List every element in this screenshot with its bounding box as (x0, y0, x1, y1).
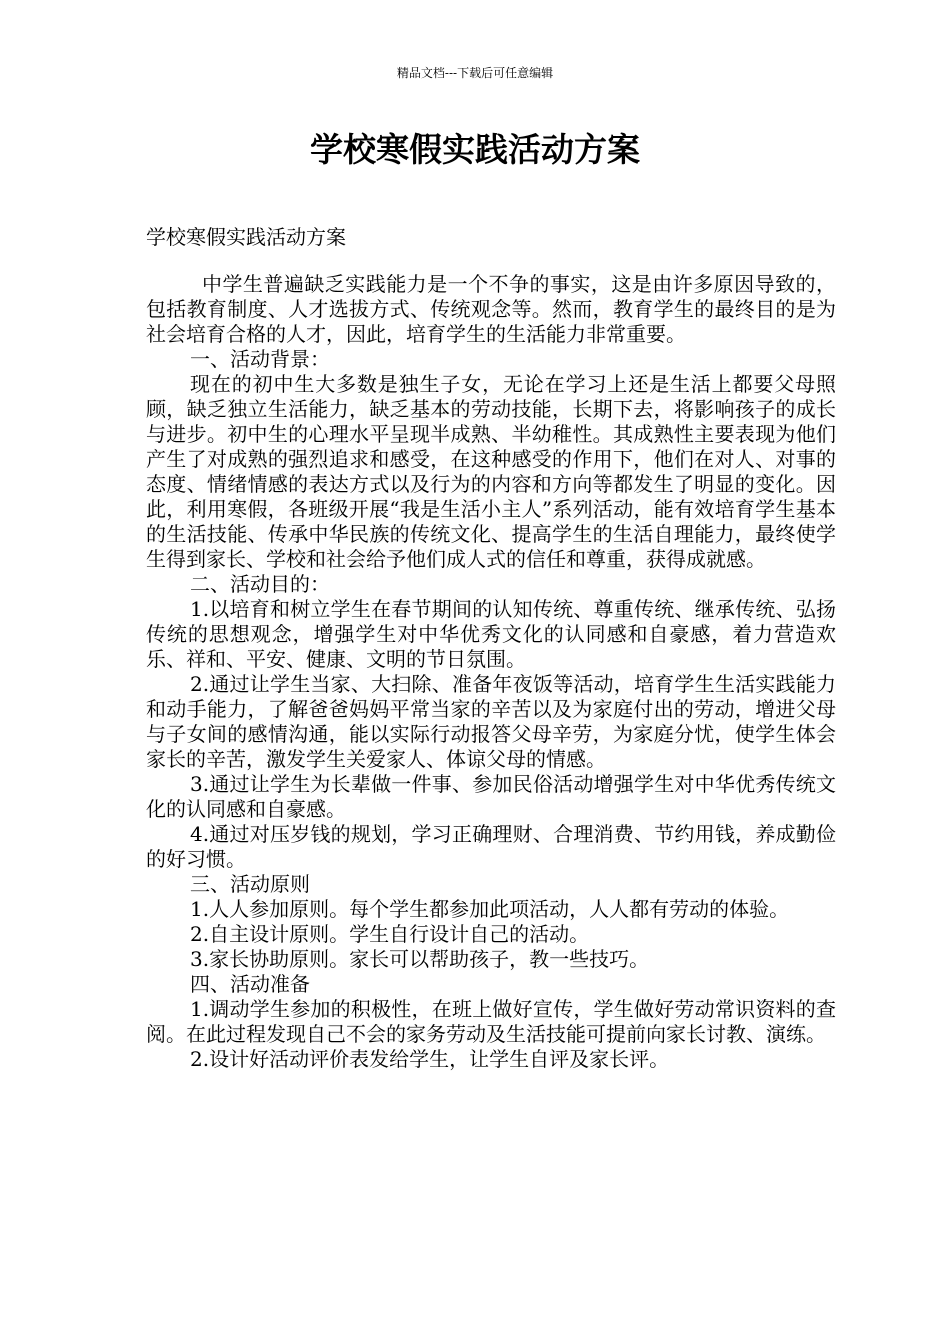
document-subtitle: 学校寒假实践活动方案 (146, 225, 346, 249)
principle-item-3: 3.家长协助原则。家长可以帮助孩子，教一些技巧。 (190, 947, 650, 971)
header-note: 精品文档---下载后可任意编辑 (396, 66, 554, 80)
document-body (146, 272, 836, 1072)
principle-item-1: 1.人人参加原则。每个学生都参加此项活动，人人都有劳动的体验。 (190, 897, 790, 921)
purpose-item-4: 4.通过对压岁钱的规划，学习正确理财、合理消费、节约用钱，养成勤俭的好习惯。 (146, 822, 836, 871)
principle-item-2: 2.自主设计原则。学生自行设计自己的活动。 (190, 922, 590, 946)
document-title: 学校寒假实践活动方案 (310, 130, 640, 169)
section-heading-preparation: 四、活动准备 (190, 972, 310, 996)
section-heading-purpose: 二、活动目的： (190, 572, 330, 596)
preparation-item-2: 2.设计好活动评价表发给学生，让学生自评及家长评。 (190, 1047, 670, 1071)
section-heading-principles: 三、活动原则 (190, 872, 310, 896)
purpose-item-3: 3.通过让学生为长辈做一件事、参加民俗活动增强学生对中华优秀传统文化的认同感和自豪感。 (146, 772, 836, 821)
background-paragraph: 现在的初中生大多数是独生子女，无论在学习上还是生活上都要父母照顾，缺乏独立生活能力，缺乏基本的劳动技能，长期下去，将影响孩子的成长与进步。初中生的心理水平呈现半成熟、半幼稚性。其成熟性主要表现为他们产生了对成熟的强烈追求和感受，在这种感受的作用下，他们在对人、对事的态度、情绪情感的表达方式以及行为的内容和方向等都发生了明显的变化。因此，利用寒假，各班级开展“我是生活小主人”系列活动，能有效培育学生基本的生活技能、传承中华民族的传统文化、提高学生的生活自理能力，最终使学生得到家长、学校和社会给予他们成人式的信任和尊重，获得成就感。 (146, 372, 836, 571)
purpose-item-1: 1.以培育和树立学生在春节期间的认知传统、尊重传统、继承传统、弘扬传统的思想观念，增强学生对中华优秀文化的认同感和自豪感，着力营造欢乐、祥和、平安、健康、文明的节日氛围。 (146, 597, 836, 671)
purpose-item-2: 2.通过让学生当家、大扫除、准备年夜饭等活动，培育学生生活实践能力和动手能力，了解爸爸妈妈平常当家的辛苦以及为家庭付出的劳动，增进父母与子女间的感情沟通，能以实际行动报答父母辛劳，为家庭分忧，使学生体会家长的辛苦，激发学生关爱家人、体谅父母的情感。 (146, 672, 836, 771)
preparation-item-1: 1.调动学生参加的积极性，在班上做好宣传，学生做好劳动常识资料的查阅。在此过程发现自己不会的家务劳动及生活技能可提前向家长讨教、演练。 (146, 997, 836, 1046)
intro-paragraph: 中学生普遍缺乏实践能力是一个不争的事实，这是由许多原因导致的，包括教育制度、人才选拔方式、传统观念等。然而，教育学生的最终目的是为社会培育合格的人才，因此，培育学生的生活能力非常重要。 (146, 272, 836, 346)
section-heading-background: 一、活动背景： (190, 347, 330, 371)
